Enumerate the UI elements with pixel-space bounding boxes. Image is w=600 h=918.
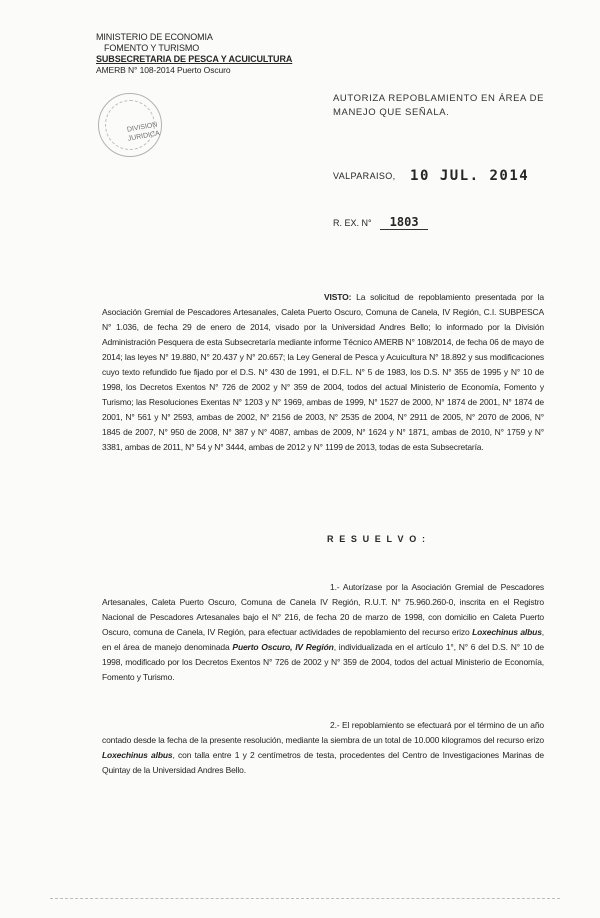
resolution-label: R. EX. N°	[333, 218, 372, 228]
document-subject: AUTORIZA REPOBLAMIENTO EN ÁREA DE MANEJO QUE SEÑALA.	[333, 93, 545, 118]
article-1-text-c: , individualizada en el artículo 1°, N° 6 del D.S. N° 10 de 1998, modificado por los Decretos Exentos N° 726 de 2002 y N° 359 de 2004, todos del actual Ministerio de Economía, Fomento y Turismo.	[102, 642, 544, 682]
article-2-species: Loxechinus albus	[102, 750, 173, 760]
page-bottom-divider	[50, 898, 560, 899]
place-and-date	[333, 167, 573, 185]
undersecretariat-name: SUBSECRETARIA DE PESCA Y ACUICULTURA	[96, 54, 293, 64]
article-1-number: 1.-	[330, 582, 340, 592]
resolution-number: 1803	[380, 215, 428, 230]
visto-label: VISTO:	[324, 292, 352, 302]
article-2-number: 2.-	[330, 720, 340, 730]
resolution-number-line	[333, 215, 493, 230]
article-2-text-a: El repoblamiento se efectuará por el término de un año contado desde la fecha de la presente resolución, mediante la siembra de un total de 10.000 kilogramos del recurso erizo	[102, 720, 544, 745]
issue-date: 10 JUL. 2014	[410, 167, 530, 184]
stamp-label: DIVISION JURIDICA	[126, 121, 161, 143]
letterhead	[96, 32, 293, 76]
article-1-area: Puerto Oscuro, IV Región	[232, 642, 334, 652]
ministry-name: MINISTERIO DE ECONOMIA	[96, 32, 213, 42]
article-2-text-b: , con talla entre 1 y 2 centímetros de testa, procedentes del Centro de Investigaciones Marinas de Quintay de la Universidad Andres Bello.	[102, 750, 544, 775]
article-1-species: Loxechinus albus	[472, 627, 542, 637]
resolution-article-1	[102, 580, 544, 685]
article-1-text-b: , en el área de manejo denominada	[102, 627, 544, 652]
amerb-reference: AMERB N° 108-2014 Puerto Oscuro	[96, 65, 231, 75]
visto-text: La solicitud de repoblamiento presentada por la Asociación Gremial de Pescadores Artesanales, Caleta Puerto Oscuro, Comuna de Canela, IV Región, C.I. SUBPESCA N° 1.036, de fecha 29 de enero de 2014, visado por la Universidad Andres Bello; lo informado por la División Administración Pesquera de esta Subsecretaría mediante informe Técnico AMERB N° 108/2014, de fecha 06 de mayo de 2014; las leyes N° 19.880, N° 20.437 y N° 20.657; la Ley General de Pesca y Acuicultura N° 18.892 y sus modificaciones cuyo texto refundido fue fijado por el D.S. N° 430 de 1991, el D.F.L. N° 5 de 1983, los D.S. N° 355 de 1995 y N° 10 de 1998, los Decretos Exentos N° 726 de 2002 y N° 359 de 2004, todos del actual Ministerio de Economía, Fomento y Turismo; las Resoluciones Exentas N° 1203 y N° 1969, ambas de 1999, N° 1527 de 2000, N° 1874 de 2001, N° 1874 de 2001, N° 561 y N° 2593, ambas de 2002, N° 2156 de 2003, N° 2535 de 2004, N° 2911 de 2005, N° 2070 de 2006, N° 1845 de 2007, N° 950 de 2008, N° 387 y N° 4087, ambas de 2009, N° 1624 y N° 1871, ambas de 2010, N° 1759 y N° 3381, ambas de 2011, N° 54 y N° 3444, ambas de 2012 y N° 1199 de 2013, todas de esta Subsecretaría.	[102, 292, 544, 452]
article-1-text-a: Autorízase por la Asociación Gremial de Pescadores Artesanales, Caleta Puerto Oscuro, Comuna de Canela IV Región, R.U.T. N° 75.960.260-0, inscrita en el Registro Nacional de Pescadores Artesanales bajo el N° 216, de fecha 20 de marzo de 1998, con domicilio en Caleta Puerto Oscuro, comuna de Canela, IV Región, para efectuar actividades de repoblamiento del recurso erizo	[102, 582, 544, 637]
resolution-article-2	[102, 718, 544, 778]
visto-section	[102, 290, 544, 455]
resuelvo-heading: R E S U E L V O :	[327, 534, 427, 544]
ministry-area: FOMENTO Y TURISMO	[104, 43, 200, 53]
place: VALPARAISO,	[333, 170, 396, 181]
